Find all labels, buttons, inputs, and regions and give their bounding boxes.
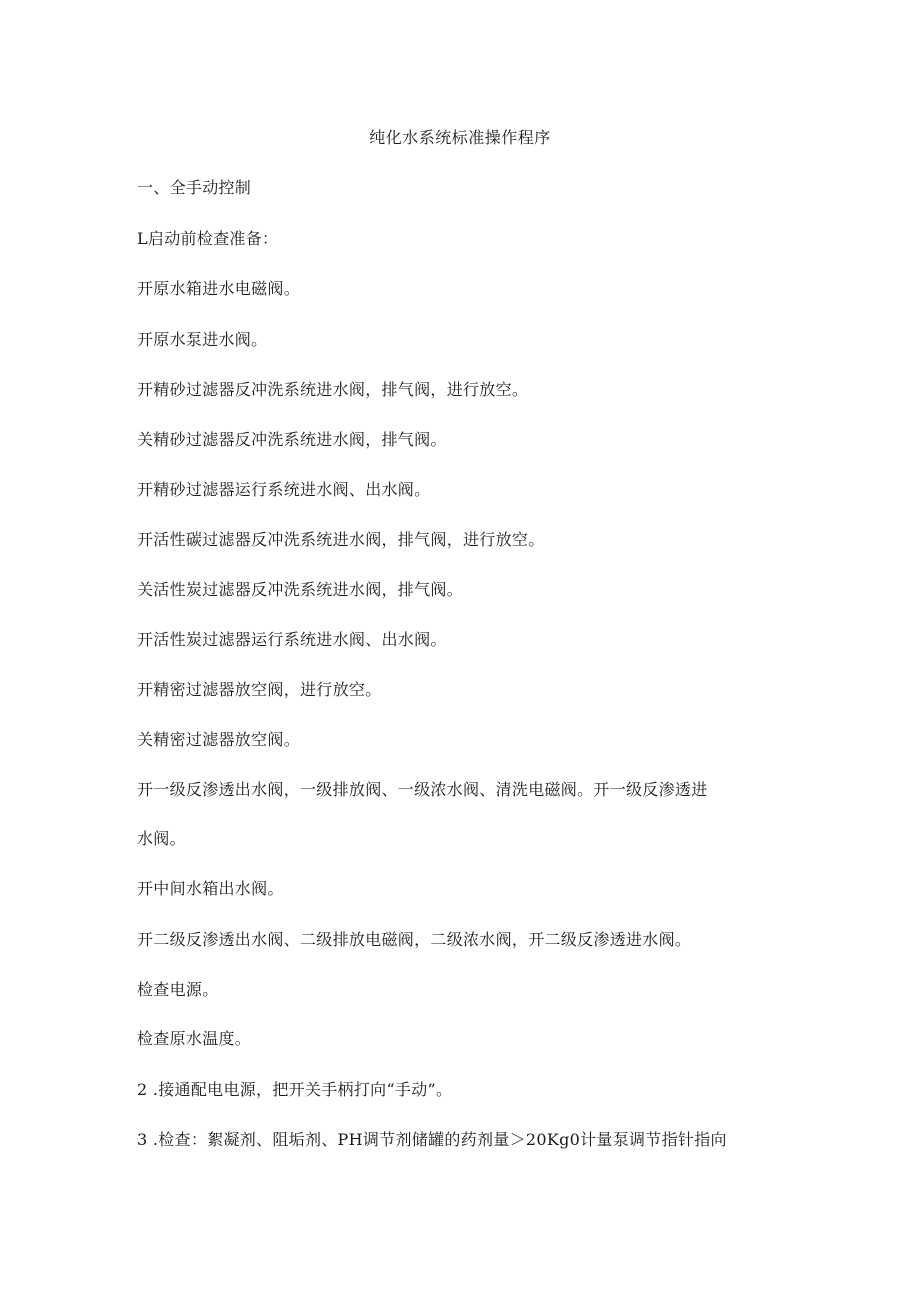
text-line: 开中间水箱出水阀。: [137, 879, 284, 898]
text-line: 开二级反渗透出水阀、二级排放电磁阀，二级浓水阀，开二级反渗透进水阀。: [137, 930, 692, 949]
text-line: 关精密过滤器放空阀。: [137, 730, 301, 749]
step1-heading: L启动前检查准备：: [137, 229, 279, 248]
text-line: 开活性炭过滤器运行系统进水阀、出水阀。: [137, 630, 447, 649]
text-line: 开一级反渗透出水阀，一级排放阀、一级浓水阀、清洗电磁阀。开一级反渗透进: [137, 780, 708, 799]
text-line: 关精砂过滤器反冲洗系统进水阀，排气阀。: [137, 430, 447, 449]
step3-line: 3 .检查：絮凝剂、阻垢剂、PH调节剂储罐的药剂量＞20Kg0计量泵调节指针指向: [137, 1130, 727, 1149]
text-line: 开精密过滤器放空阀，进行放空。: [137, 680, 382, 699]
text-line: 开原水泵进水阀。: [137, 330, 268, 349]
step2-line: 2 .接通配电电源，把开关手柄打向“手动”。: [137, 1080, 453, 1099]
document-title: 纯化水系统标准操作程序: [369, 128, 551, 147]
section-heading: 一、全手动控制: [137, 178, 252, 197]
text-line: 检查原水温度。: [137, 1029, 252, 1048]
text-line: 开精砂过滤器反冲洗系统进水阀，排气阀，进行放空。: [137, 380, 529, 399]
text-line: 开原水箱进水电磁阀。: [137, 279, 301, 298]
text-line: 开精砂过滤器运行系统进水阀、出水阀。: [137, 480, 431, 499]
text-line: 水阀。: [137, 829, 186, 848]
text-line: 开活性碳过滤器反冲洗系统进水阀，排气阀，进行放空。: [137, 530, 545, 549]
text-line: 检查电源。: [137, 980, 219, 999]
text-line: 关活性炭过滤器反冲洗系统进水阀，排气阀。: [137, 580, 464, 599]
